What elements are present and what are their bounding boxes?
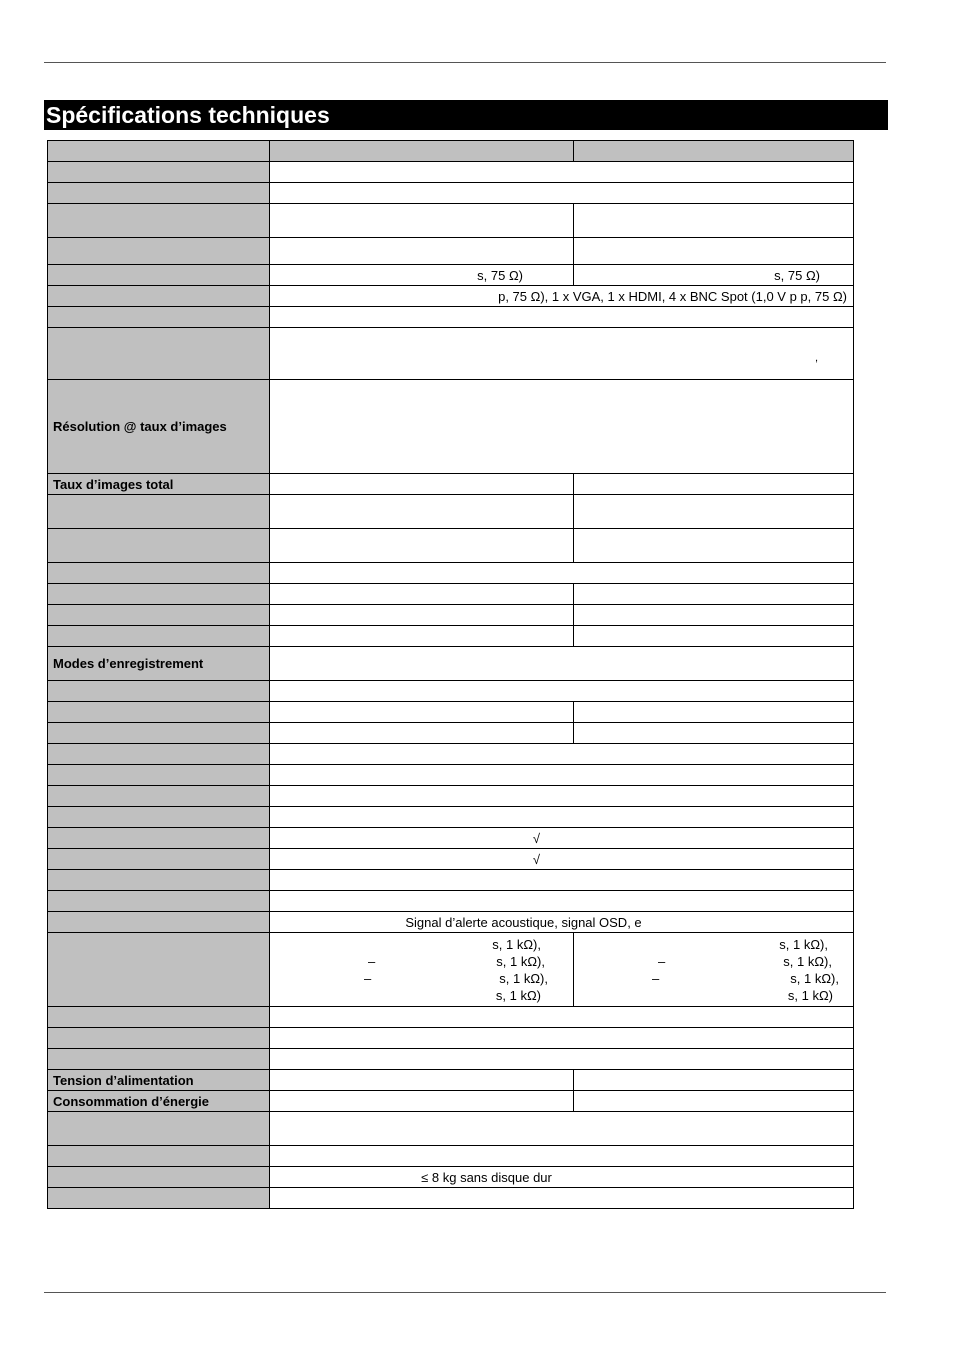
- header-cell: [48, 141, 270, 162]
- row-label: [48, 1188, 270, 1209]
- relay-line: [574, 953, 853, 970]
- table-row-weight: [48, 1167, 854, 1188]
- row-value: [270, 1112, 854, 1146]
- row-label: [48, 1146, 270, 1167]
- row-value: [270, 765, 854, 786]
- row-value: [270, 495, 574, 529]
- row-label: [48, 786, 270, 807]
- table-row: [48, 744, 854, 765]
- table-row: [48, 563, 854, 584]
- row-label: [48, 328, 270, 380]
- row-value: [270, 238, 574, 265]
- table-row: [48, 702, 854, 723]
- table-row-alarm-reaction: [48, 912, 854, 933]
- table-row: [48, 204, 854, 238]
- row-label: [48, 605, 270, 626]
- table-row: [48, 529, 854, 563]
- row-label: [48, 265, 270, 286]
- table-row-supply-voltage: [48, 1070, 854, 1091]
- row-label: [48, 626, 270, 647]
- row-value: [574, 605, 854, 626]
- table-row-check-1: [48, 828, 854, 849]
- relay-line-text: s, 1 kΩ),: [790, 970, 839, 986]
- row-label: [48, 681, 270, 702]
- row-label: [48, 584, 270, 605]
- table-row-relay: [48, 933, 854, 1007]
- table-row-recording-modes: [48, 647, 854, 681]
- row-value: [270, 1070, 574, 1091]
- relay-line: s, 1 kΩ),: [492, 936, 541, 952]
- row-value: [270, 723, 574, 744]
- relay-line: s, 1 kΩ): [787, 987, 833, 1003]
- row-value: [270, 1028, 854, 1049]
- row-label: [48, 1167, 270, 1188]
- row-value: [574, 529, 854, 563]
- table-row: [48, 765, 854, 786]
- row-value-mark: ,: [270, 328, 854, 380]
- row-value: [270, 702, 574, 723]
- table-row-video-output: [48, 286, 854, 307]
- page-title: Spécifications techniques: [44, 100, 888, 130]
- row-label: [48, 1049, 270, 1070]
- row-label: [48, 744, 270, 765]
- row-value: [270, 807, 854, 828]
- row-value: [574, 702, 854, 723]
- row-value: [270, 183, 854, 204]
- table-header-row: [48, 141, 854, 162]
- relay-line: [270, 953, 573, 970]
- row-value: [270, 1007, 854, 1028]
- row-value: [270, 307, 854, 328]
- row-label: [48, 828, 270, 849]
- table-row: [48, 1007, 854, 1028]
- check-mark-value: √: [270, 828, 854, 849]
- row-value: [574, 584, 854, 605]
- video-input-value-a: s, 75 Ω): [270, 265, 574, 286]
- resolution-label: Résolution @ taux d’images: [48, 380, 270, 474]
- table-row-resolution: [48, 380, 854, 474]
- table-row: [48, 328, 854, 380]
- row-label: [48, 183, 270, 204]
- table-row: [48, 605, 854, 626]
- table-row: [48, 1028, 854, 1049]
- row-label: [48, 765, 270, 786]
- video-input-value-b: s, 75 Ω): [574, 265, 854, 286]
- row-value: [574, 238, 854, 265]
- table-row: [48, 870, 854, 891]
- relay-line: [574, 970, 853, 987]
- table-row: [48, 1049, 854, 1070]
- relay-line-text: s, 1 kΩ),: [496, 953, 545, 969]
- row-label: [48, 807, 270, 828]
- row-label: [48, 204, 270, 238]
- table-row: [48, 495, 854, 529]
- row-value: [270, 1146, 854, 1167]
- row-value: [270, 563, 854, 584]
- row-value: [574, 626, 854, 647]
- spec-table: [47, 140, 854, 1209]
- relay-dash: –: [364, 970, 372, 986]
- table-row: [48, 723, 854, 744]
- relay-dash: –: [368, 953, 376, 969]
- row-value: [270, 1049, 854, 1070]
- table-row: [48, 183, 854, 204]
- row-value: [270, 529, 574, 563]
- relay-dash: –: [658, 953, 666, 969]
- relay-line: s, 1 kΩ),: [779, 936, 828, 952]
- table-row: [48, 238, 854, 265]
- row-label: [48, 1028, 270, 1049]
- row-value: [270, 1091, 574, 1112]
- row-value: [270, 891, 854, 912]
- resolution-value: [270, 380, 854, 474]
- row-value: [574, 474, 854, 495]
- row-label: [48, 702, 270, 723]
- row-label: [48, 1007, 270, 1028]
- table-row: [48, 626, 854, 647]
- header-rule: [44, 62, 886, 63]
- row-label: [48, 162, 270, 183]
- relay-line: s, 1 kΩ): [495, 987, 541, 1003]
- recording-modes-value: [270, 647, 854, 681]
- row-label: [48, 723, 270, 744]
- row-label: [48, 307, 270, 328]
- row-label: [48, 238, 270, 265]
- relay-dash: –: [652, 970, 660, 986]
- table-row: [48, 891, 854, 912]
- row-value: [574, 495, 854, 529]
- table-row: [48, 1112, 854, 1146]
- row-label: [48, 891, 270, 912]
- row-label: [48, 286, 270, 307]
- row-value: [270, 605, 574, 626]
- row-value: [270, 870, 854, 891]
- relay-line: [270, 970, 573, 987]
- row-label: [48, 870, 270, 891]
- row-label: [48, 529, 270, 563]
- power-consumption-label: Consommation d’énergie: [48, 1091, 270, 1112]
- table-row-power-consumption: [48, 1091, 854, 1112]
- weight-value: ≤ 8 kg sans disque dur: [270, 1167, 854, 1188]
- relay-values-b: [574, 933, 854, 1007]
- table-row-total-frame-rate: [48, 474, 854, 495]
- row-value: [270, 744, 854, 765]
- total-frame-rate-label: Taux d’images total: [48, 474, 270, 495]
- check-mark-value: √: [270, 849, 854, 870]
- relay-values-a: [270, 933, 574, 1007]
- row-label: [48, 912, 270, 933]
- alarm-reaction-value: Signal d’alerte acoustique, signal OSD, e: [270, 912, 854, 933]
- footer-rule: [44, 1292, 886, 1293]
- table-row: [48, 1188, 854, 1209]
- video-output-value: p, 75 Ω), 1 x VGA, 1 x HDMI, 4 x BNC Spot (1,0 V p p, 75 Ω): [270, 286, 854, 307]
- table-row: [48, 584, 854, 605]
- table-row: [48, 786, 854, 807]
- supply-voltage-label: Tension d’alimentation: [48, 1070, 270, 1091]
- table-row: [48, 162, 854, 183]
- row-value: [574, 1070, 854, 1091]
- table-row-video-input: [48, 265, 854, 286]
- row-label: [48, 933, 270, 1007]
- row-value: [574, 204, 854, 238]
- header-cell: [270, 141, 574, 162]
- row-label: [48, 1112, 270, 1146]
- row-label: [48, 849, 270, 870]
- row-label: [48, 495, 270, 529]
- row-value: [270, 1188, 854, 1209]
- row-value: [270, 474, 574, 495]
- header-cell: [574, 141, 854, 162]
- row-value: [270, 626, 574, 647]
- table-row-check-2: [48, 849, 854, 870]
- table-row: [48, 307, 854, 328]
- row-value: [270, 584, 574, 605]
- relay-line-text: s, 1 kΩ),: [499, 970, 548, 986]
- row-value: [270, 162, 854, 183]
- recording-modes-label: Modes d’enregistrement: [48, 647, 270, 681]
- table-row: [48, 681, 854, 702]
- row-value: [270, 786, 854, 807]
- table-row: [48, 807, 854, 828]
- row-label: [48, 563, 270, 584]
- row-value: [270, 681, 854, 702]
- row-value: [574, 1091, 854, 1112]
- table-row: [48, 1146, 854, 1167]
- relay-line-text: s, 1 kΩ),: [783, 953, 832, 969]
- row-value: [574, 723, 854, 744]
- row-value: [270, 204, 574, 238]
